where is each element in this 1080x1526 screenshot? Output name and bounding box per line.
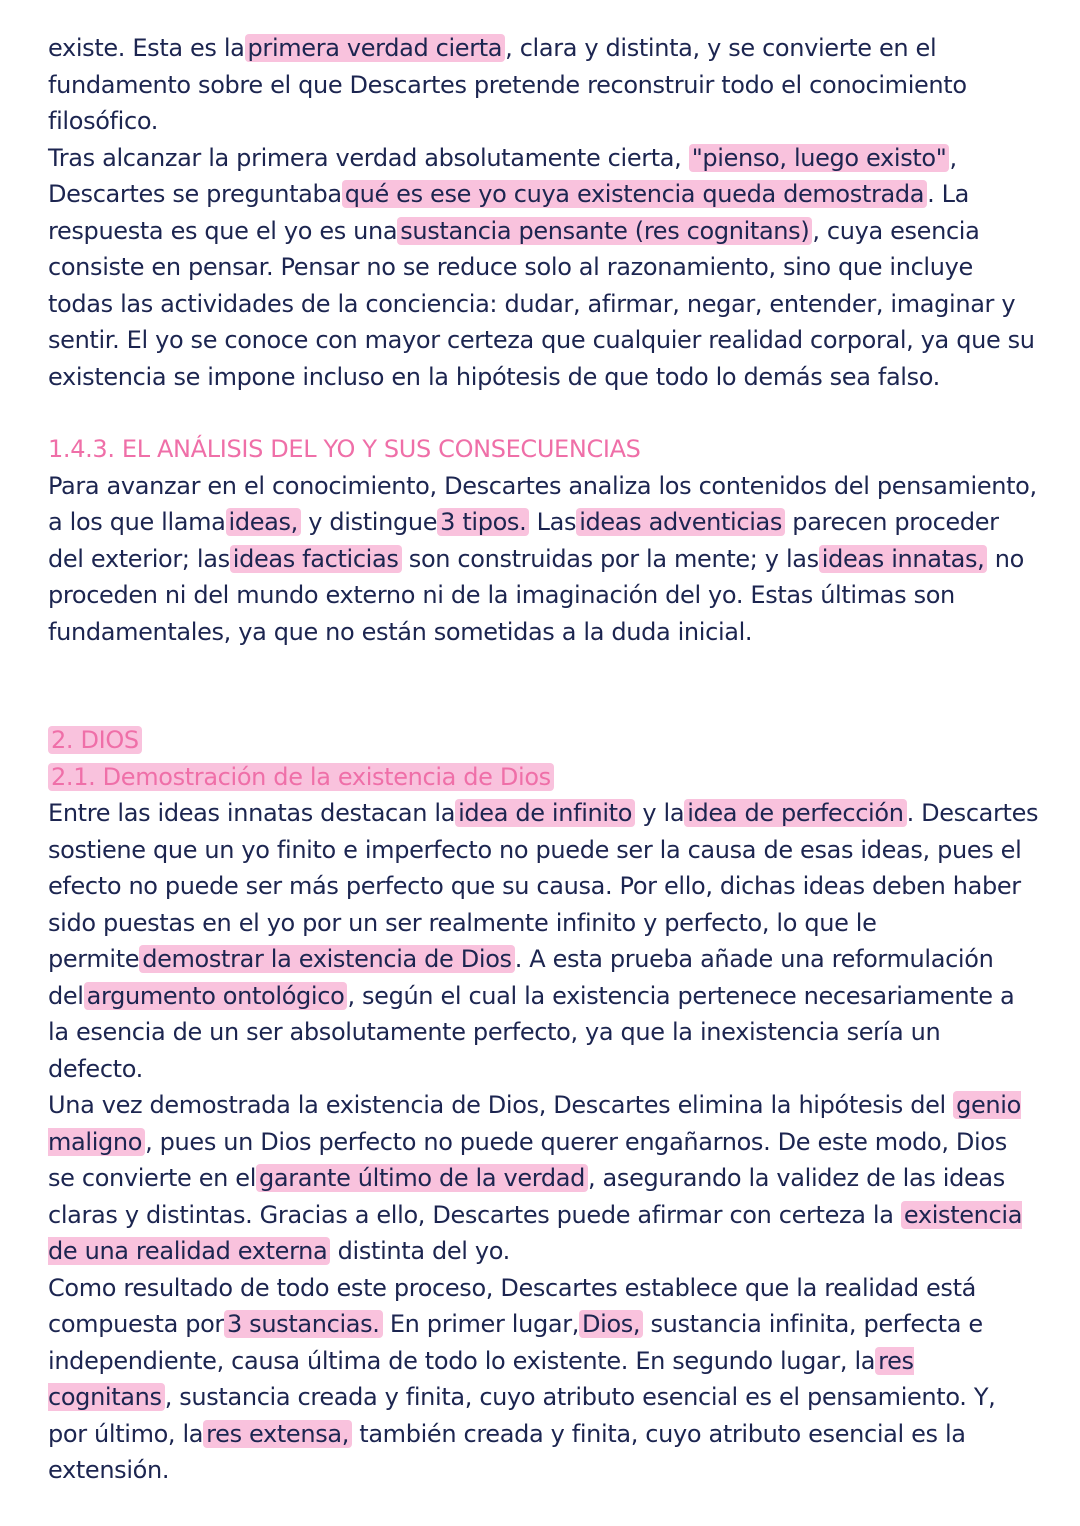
- highlight-res-extensa: res extensa,: [203, 1420, 352, 1448]
- subsection-heading-demostracion: [48, 759, 1040, 796]
- text-span: En primer lugar,: [382, 1310, 579, 1338]
- text-span: Como resultado de todo este proceso, Descartes establece que la realidad está compuesta por: [48, 1273, 976, 1338]
- highlight-que-es-ese-yo: qué es ese yo cuya existencia queda demostrada: [342, 180, 927, 208]
- text-span: Una vez demostrada la existencia de Dios, Descartes elimina la hipótesis del: [48, 1091, 954, 1119]
- text-span: distinta del yo.: [330, 1237, 510, 1265]
- text-span: Entre las ideas innatas destacan la: [48, 799, 456, 827]
- spacer: [48, 650, 1040, 722]
- text-span: y la: [635, 799, 685, 827]
- section-heading-analisis-del-yo: 1.4.3. EL ANÁLISIS DEL YO Y SUS CONSECUENCIAS: [48, 435, 641, 463]
- text-span: . Descartes sostiene que un yo finito e imperfecto no puede ser la causa de esas ideas, pues el efecto no puede ser más perfecto que su causa. Por ello, dichas ideas deben haber sido puestas en el yo por un ser realmente infinito y perfecto, lo que le permite: [48, 799, 1039, 973]
- highlight-dios: Dios,: [579, 1310, 643, 1338]
- text-span: Tras alcanzar la primera verdad absolutamente cierta,: [48, 143, 689, 172]
- highlight-primera-verdad: primera verdad cierta: [245, 34, 506, 62]
- paragraph-idea-de-infinito: [48, 795, 1040, 1087]
- highlight-realidad-externa: existencia de una realidad externa: [48, 1200, 1023, 1265]
- paragraph-sustancia-pensante: [48, 140, 1040, 396]
- highlight-ideas-facticias: ideas facticias: [230, 545, 402, 573]
- highlight-heading-demostracion: 2.1. Demostración de la existencia de Dios: [48, 763, 554, 791]
- text-span: , según el cual la existencia pertenece necesariamente a la esencia de un ser absolutamente perfecto, ya que la inexistencia sería un defecto.: [48, 981, 1015, 1083]
- highlight-pienso-luego-existo: "pienso, luego existo": [689, 144, 950, 172]
- paragraph-genio-maligno: [48, 1087, 1040, 1270]
- paragraph-tipos-de-ideas: [48, 468, 1040, 651]
- text-span: . La respuesta es que el yo es una: [48, 180, 970, 245]
- highlight-3-tipos: 3 tipos.: [437, 508, 529, 536]
- text-span: Para avanzar en el conocimiento, Descartes analiza los contenidos del pensamiento, a los que llama: [48, 471, 1037, 536]
- text-span: , pues un Dios perfecto no puede querer engañarnos. De este modo, Dios se convierte en el: [48, 1127, 1007, 1192]
- highlight-sustancia-pensante: sustancia pensante (res cognitans): [397, 217, 812, 245]
- text-span: parecen proceder del exterior; las: [48, 508, 999, 573]
- highlight-argumento-ontologico: argumento ontológico: [84, 982, 348, 1010]
- highlight-garante-ultimo: garante último de la verdad: [256, 1164, 588, 1192]
- highlight-heading-dios: 2. DIOS: [48, 726, 142, 754]
- text-span: sustancia infinita, perfecta e independiente, causa última de todo lo existente. En segundo lugar, la: [48, 1310, 983, 1375]
- highlight-idea-de-infinito: idea de infinito: [455, 799, 635, 827]
- highlight-genio-maligno: genio maligno: [48, 1091, 1021, 1156]
- text-span: , Descartes se preguntaba: [48, 143, 957, 208]
- text-span: , cuya esencia consiste en pensar. Pensar no se reduce solo al razonamiento, sino que incluye todas las actividades de la conciencia: dudar, afirmar, negar, entender, imaginar y sentir. El yo se conoce con mayor certeza que cualquier realidad corporal, ya que su existencia se impone incluso en la hipótesis de que todo lo demás sea falso.: [48, 216, 1035, 391]
- text-span: también creada y finita, cuyo atributo esencial es la extensión.: [48, 1419, 966, 1484]
- text-span: no proceden ni del mundo externo ni de la imaginación del yo. Estas últimas son fundamentales, ya que no están sometidas a la duda inicial.: [48, 544, 1024, 646]
- text-span: , sustancia creada y finita, cuyo atributo esencial es el pensamiento. Y, por último, la: [48, 1383, 996, 1448]
- text-span: , asegurando la validez de las ideas claras y distintas. Gracias a ello, Descartes puede afirmar con certeza la: [48, 1164, 1005, 1229]
- highlight-ideas: ideas,: [226, 508, 301, 536]
- highlight-demostrar-existencia-dios: demostrar la existencia de Dios: [139, 945, 514, 973]
- text-span: son construidas por la mente; y las: [401, 544, 819, 573]
- highlight-ideas-adventicias: ideas adventicias: [576, 508, 785, 536]
- highlight-idea-de-perfeccion: idea de perfección: [684, 799, 906, 827]
- text-span: existe. Esta es la: [48, 34, 245, 62]
- highlight-res-cognitans: res cognitans: [48, 1346, 914, 1411]
- text-span: Las: [529, 508, 577, 536]
- text-span: , clara y distinta, y se convierte en el fundamento sobre el que Descartes pretende reconstruir todo el conocimiento filosófico.: [48, 34, 967, 135]
- section-heading-dios: [48, 722, 1040, 759]
- text-span: . A esta prueba añade una reformulación del: [48, 945, 994, 1010]
- text-span: y distingue: [300, 508, 438, 536]
- highlight-3-sustancias: 3 sustancias.: [224, 1310, 383, 1338]
- paragraph-tres-sustancias: [48, 1270, 1040, 1489]
- highlight-ideas-innatas: ideas innatas,: [819, 545, 988, 573]
- spacer: [48, 395, 1040, 431]
- paragraph-primera-verdad: [48, 30, 1040, 140]
